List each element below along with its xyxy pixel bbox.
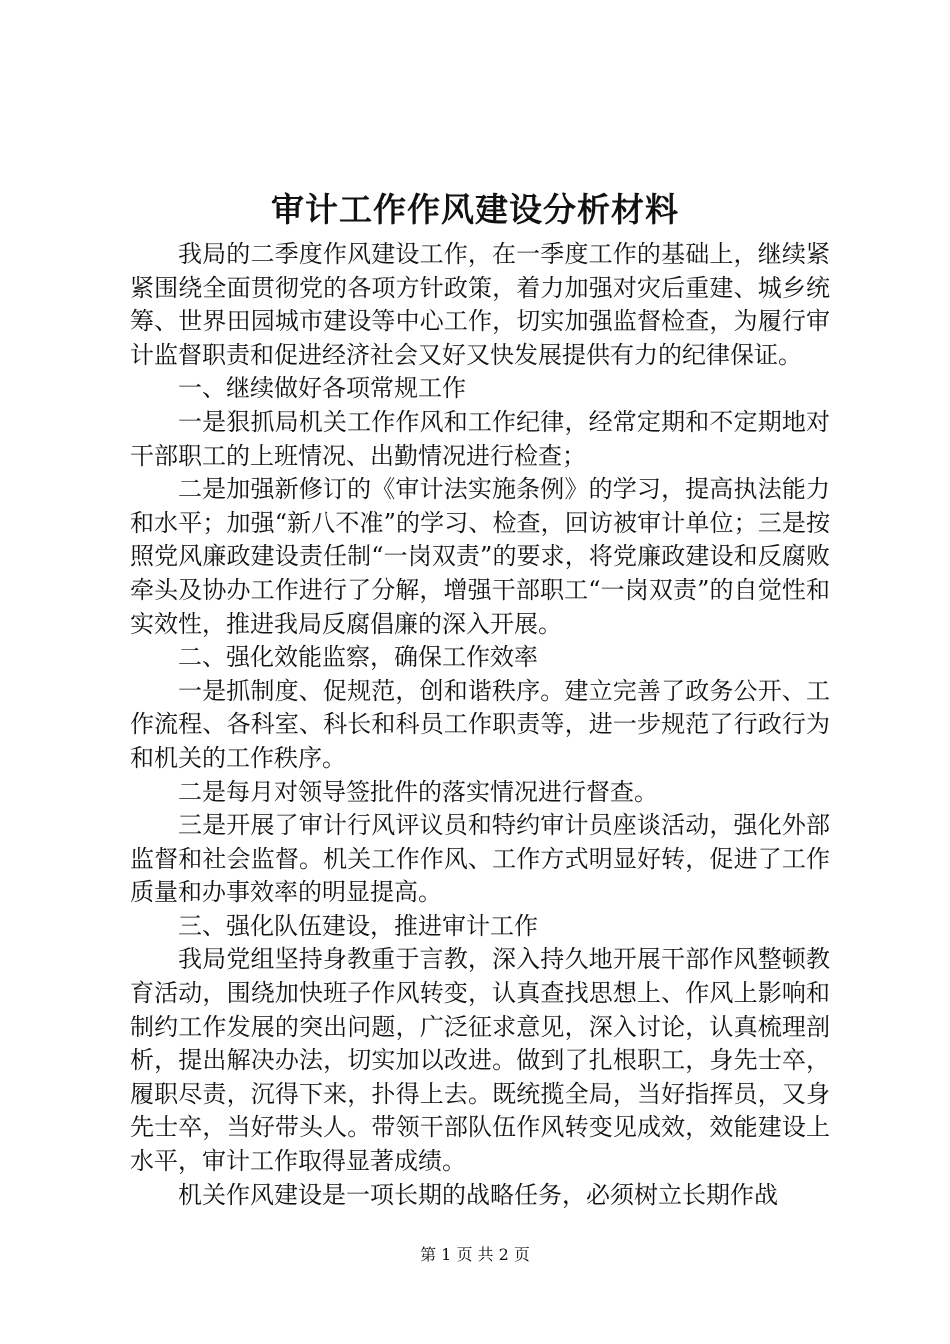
paragraph: 我局党组坚持身教重于言教，深入持久地开展干部作风整顿教育活动，围绕加快班子作风转变，认真查找思想上、作风上影响和制约工作发展的突出问题，广泛征求意见，深入讨论，认真梳理剖析，提出解决办法，切实加以改进。做到了扎根职工，身先士卒，履职尽责，沉得下来，扑得上去。既统揽全局，当好指挥员，又身先士卒，当好带头人。带领干部队伍作风转变见成效，效能建设上水平，审计工作取得显著成绩。 xyxy=(130,945,830,1176)
document-body xyxy=(130,238,830,1212)
paragraph: 三是开展了审计行风评议员和特约审计员座谈活动，强化外部监督和社会监督。机关工作作风、工作方式明显好转，促进了工作质量和办事效率的明显提高。 xyxy=(130,811,830,907)
section-heading-2: 二、强化效能监察，确保工作效率 xyxy=(178,643,538,672)
section-heading-3: 三、强化队伍建设，推进审计工作 xyxy=(178,911,538,940)
paragraph: 一是狠抓局机关工作作风和工作纪律，经常定期和不定期地对干部职工的上班情况、出勤情况进行检查； xyxy=(130,407,830,470)
paragraph-intro: 我局的二季度作风建设工作，在一季度工作的基础上，继续紧紧围绕全面贯彻党的各项方针政策，着力加强对灾后重建、城乡统筹、世界田园城市建设等中心工作，切实加强监督检查，为履行审计监督职责和促进经济社会又好又快发展提供有力的纪律保证。 xyxy=(130,240,830,369)
paragraph: 二是加强新修订的《审计法实施条例》的学习，提高执法能力和水平；加强“新八不准”的学习、检查，回访被审计单位；三是按照党风廉政建设责任制“一岗双责”的要求，将党廉政建设和反腐败牵头及协办工作进行了分解，增强干部职工“一岗双责”的自觉性和实效性，推进我局反腐倡廉的深入开展。 xyxy=(130,475,830,638)
paragraph: 二是每月对领导签批件的落实情况进行督查。 xyxy=(178,777,658,806)
section-heading-1: 一、继续做好各项常规工作 xyxy=(178,374,466,403)
page-footer: 第 1 页 共 2 页 xyxy=(420,1245,530,1264)
document-title: 审计工作作风建设分析材料 xyxy=(271,190,679,229)
paragraph: 一是抓制度、促规范，创和谐秩序。建立完善了政务公开、工作流程、各科室、科长和科员工作职责等，进一步规范了行政行为和机关的工作秩序。 xyxy=(130,676,830,772)
paragraph: 机关作风建设是一项长期的战略任务，必须树立长期作战 xyxy=(178,1180,778,1209)
